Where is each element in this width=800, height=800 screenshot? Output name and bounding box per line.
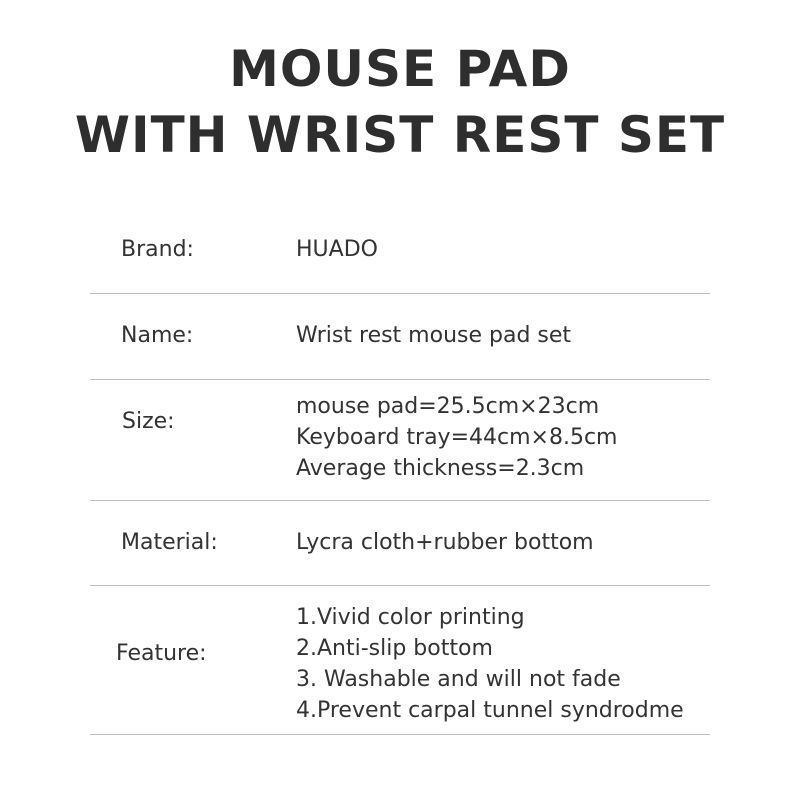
title-line-1: MOUSE PAD: [229, 40, 571, 98]
spec-label-size: Size:: [122, 409, 175, 434]
spec-label-material: Material:: [121, 530, 218, 555]
row-divider: [90, 379, 710, 380]
row-divider: [90, 500, 710, 501]
feature-line-1: 1.Vivid color printing: [296, 605, 525, 630]
spec-value-size: [296, 391, 617, 484]
size-line-1: mouse pad=25.5cm×23cm: [296, 394, 600, 419]
spec-label-name: Name:: [121, 323, 194, 348]
feature-line-4: 4.Prevent carpal tunnel syndrodme: [296, 698, 684, 723]
row-divider: [90, 293, 710, 294]
spec-value-brand: HUADO: [296, 237, 378, 262]
spec-label-brand: Brand:: [121, 237, 194, 262]
feature-line-3: 3. Washable and will not fade: [296, 667, 621, 692]
row-divider: [90, 734, 710, 735]
title-line-2: WITH WRIST REST SET: [74, 106, 726, 164]
feature-line-2: 2.Anti-slip bottom: [296, 636, 493, 661]
spec-label-feature: Feature:: [116, 641, 207, 666]
size-line-3: Average thickness=2.3cm: [296, 456, 585, 481]
size-line-2: Keyboard tray=44cm×8.5cm: [296, 425, 618, 450]
spec-value-material: Lycra cloth+rubber bottom: [296, 530, 594, 555]
row-divider: [90, 585, 710, 586]
spec-value-feature: [296, 602, 684, 726]
spec-value-name: Wrist rest mouse pad set: [296, 323, 572, 348]
